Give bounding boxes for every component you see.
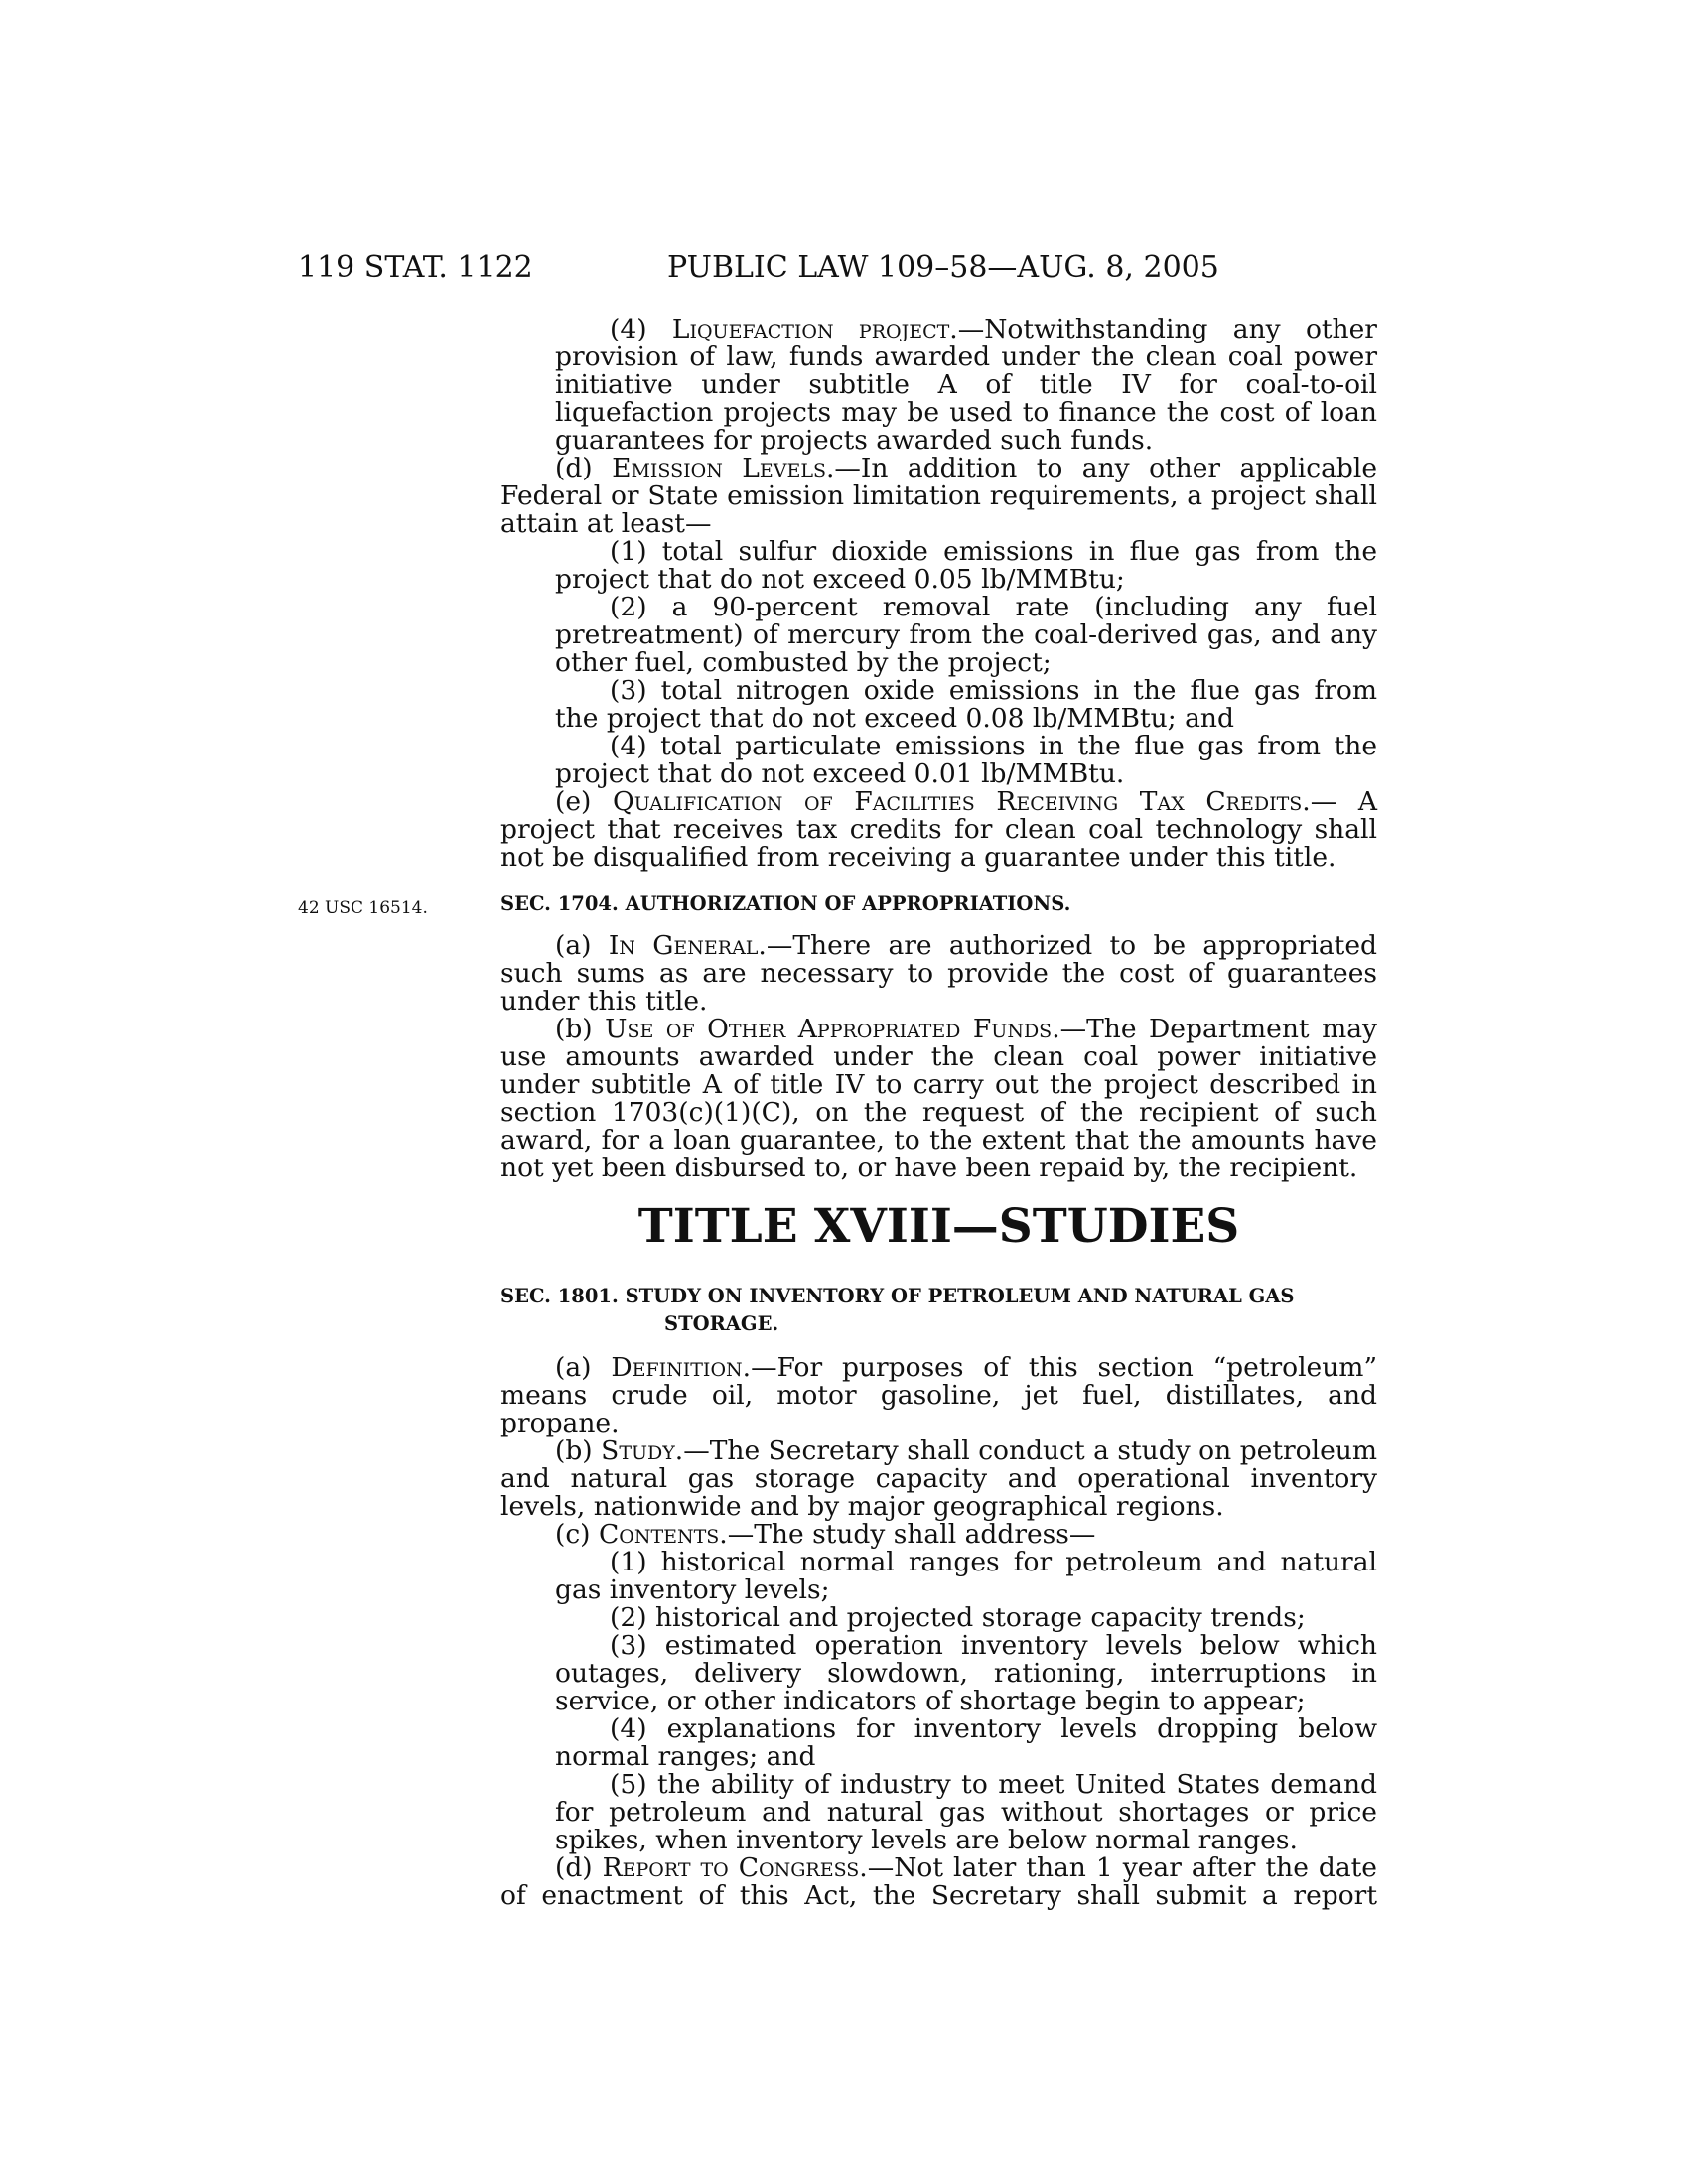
subsection-c-item: (2) historical and projected storage capacity trends;	[610, 1602, 1306, 1633]
subsection-d-item: (1) total sulfur dioxide emissions in flue gas from the project that do not exceed 0.05 lb/MMBtu;	[555, 536, 1377, 595]
section-heading-1704: SEC. 1704. AUTHORIZATION OF APPROPRIATIONS.	[500, 892, 1071, 915]
subsection-d-item: (4) total particulate emissions in the flue gas from the project that do not exceed 0.01 lb/MMBtu.	[555, 731, 1377, 789]
sec-1703-continuation	[500, 316, 1377, 872]
subsection-c-item: (4) explanations for inventory levels dropping below normal ranges; and	[555, 1713, 1377, 1772]
running-head: PUBLIC LAW 109–58—AUG. 8, 2005	[667, 250, 1219, 285]
subsection-c: (c) Contents.—The study shall address—	[555, 1519, 1096, 1550]
subsection-d-item: (2) a 90-percent removal rate (including any fuel pretreatment) of mercury from the coal-derived gas, and any other fuel, combusted by the project;	[555, 592, 1377, 678]
subsection-d: (d) Emission Levels.—In addition to any other applicable Federal or State emission limitation requirements, a project shall attain at least—	[500, 453, 1378, 539]
section-heading-1801: SEC. 1801. STUDY ON INVENTORY OF PETROLEUM AND NATURAL GAS STORAGE.	[500, 1285, 1295, 1335]
stat-page-citation: 119 STAT. 1122	[298, 250, 533, 285]
subsection-c-item: (1) historical normal ranges for petroleum and natural gas inventory levels;	[555, 1547, 1377, 1605]
subsection-d-item: (3) total nitrogen oxide emissions in the flue gas from the project that do not exceed 0.08 lb/MMBtu; and	[555, 675, 1377, 734]
subsection-c-item: (5) the ability of industry to meet United States demand for petroleum and natural gas without shortages or price spikes, when inventory levels are below normal ranges.	[555, 1769, 1377, 1855]
paragraph-c4: (4) Liquefaction project.—Notwithstanding any other provision of law, funds awarded under the clean coal power initiative under subtitle A of title IV for coal-to-oil liquefaction projects may be used to finance the cost of loan guarantees for projects awarded such funds.	[555, 314, 1377, 456]
subsection-b: (b) Use of Other Appropriated Funds.—The Department may use amounts awarded under the clean coal power initiative under subtitle A of title IV to carry out the project described in section 1703(c)(1)(C), on the request of the recipient of such award, for a loan guarantee, to the extent that the amounts have not yet been disbursed to, or have been repaid by, the recipient.	[500, 1014, 1377, 1183]
subsection-a: (a) In General.—There are authorized to be appropriated such sums as are necessary to provide the cost of guarantees under this title.	[500, 930, 1377, 1017]
subsection-a: (a) Definition.—For purposes of this section “petroleum” means crude oil, motor gasoline, jet fuel, distillates, and propane.	[500, 1352, 1377, 1438]
title-heading: TITLE XVIII—STUDIES	[637, 1199, 1240, 1254]
subsection-e: (e) Qualification of Facilities Receiving Tax Credits.— A project that receives tax credits for clean coal technology shall not be disqualified from receiving a guarantee under this title.	[500, 786, 1377, 873]
margin-citation: 42 USC 16514.	[298, 898, 428, 918]
subsection-d: (d) Report to Congress.—Not later than 1 year after the date of enactment of this Act, the Secretary shall submit a report	[500, 1852, 1377, 1911]
sec-1801	[500, 1283, 1377, 1910]
subsection-c-item: (3) estimated operation inventory levels below which outages, delivery slowdown, rationing, interruptions in service, or other indicators of shortage begin to appear;	[555, 1630, 1377, 1716]
sec-1704	[500, 890, 1377, 1182]
subsection-b: (b) Study.—The Secretary shall conduct a study on petroleum and natural gas storage capacity and operational inventory levels, nationwide and by major geographical regions.	[500, 1435, 1377, 1522]
